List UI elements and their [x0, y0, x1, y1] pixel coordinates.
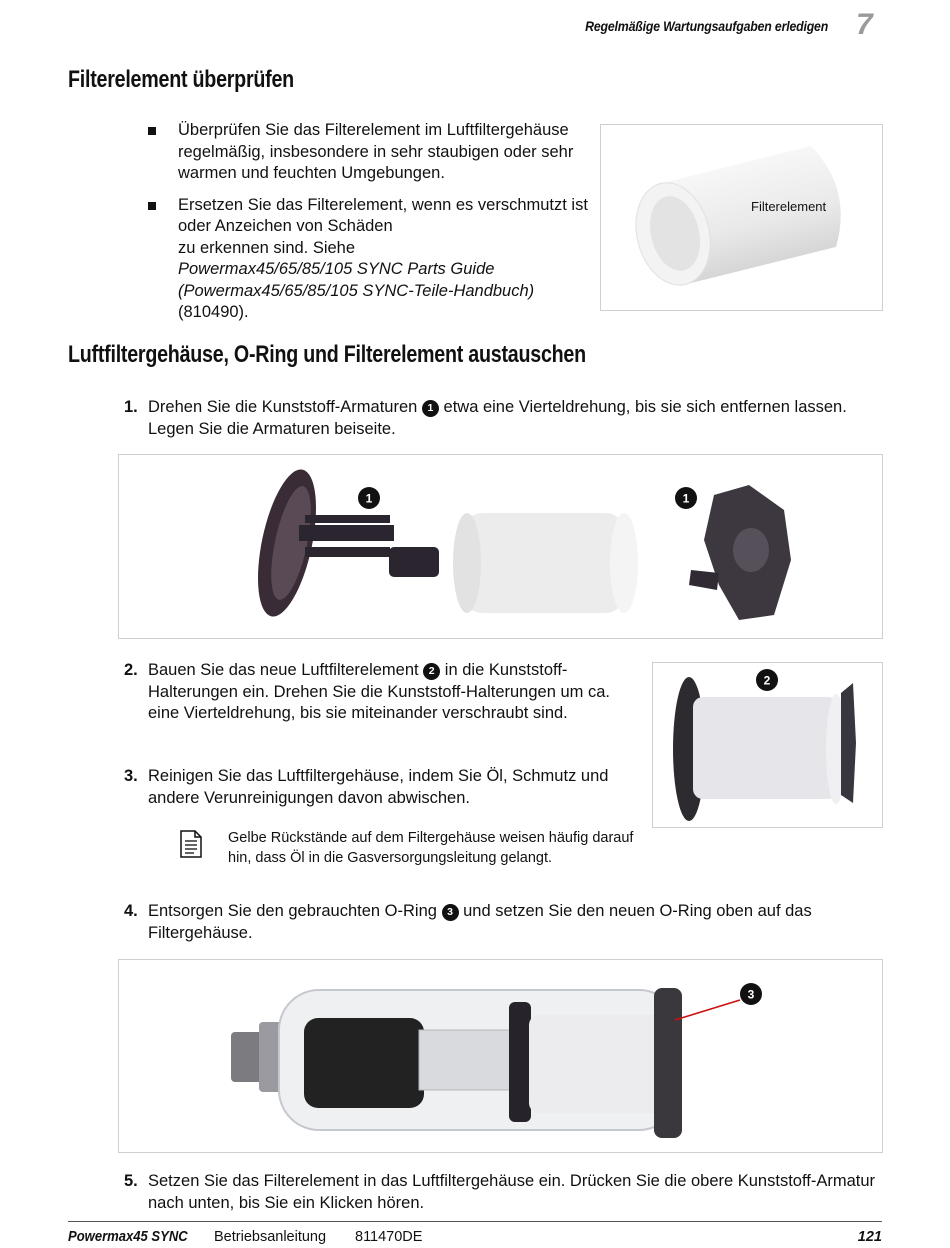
svg-text:2: 2 [763, 673, 771, 688]
svg-text:1: 1 [365, 491, 373, 506]
bullet-list [148, 120, 593, 334]
bullet-text: zu erkennen sind. Siehe [178, 238, 356, 257]
bullet-marker [148, 127, 156, 135]
chapter-number: 7 [856, 8, 873, 41]
step-text: etwa eine Vierteldrehung, bis sie sich entfernen lassen. Legen Sie die Armaturen beiseite. [148, 398, 847, 438]
section-heading-filter-check: Filterelement überprüfen [68, 66, 294, 93]
step-text: in die Kunststoff-Halterungen ein. Drehen Sie die Kunststoff-Halterungen um ca. eine Vierteldrehung, bis sie miteinander verschraubt sind. [148, 661, 610, 722]
callout-2 [756, 669, 778, 691]
step-text: und setzen Sie den neuen O-Ring oben auf das Filtergehäuse. [148, 902, 812, 942]
armatures-image [119, 455, 882, 638]
step-number: 4. [124, 902, 138, 920]
footer-product: Powermax45 SYNC [68, 1229, 188, 1245]
footer-divider [68, 1221, 882, 1222]
step-number: 5. [124, 1172, 138, 1190]
step-2 [124, 660, 624, 725]
part-number: (810490). [178, 303, 249, 321]
svg-text:1: 1 [682, 491, 690, 506]
filter-housing-image [119, 960, 882, 1152]
filter-element-figure [600, 124, 883, 311]
callout-marker: 1 [422, 400, 439, 417]
callout-3 [740, 983, 762, 1005]
step-5 [124, 1171, 884, 1214]
step-number: 1. [124, 398, 138, 416]
svg-text:3: 3 [747, 987, 755, 1002]
bullet-item [148, 195, 593, 324]
footer-doc-number: 811470DE [355, 1229, 423, 1245]
callout-marker: 2 [423, 663, 440, 680]
note-icon [180, 830, 202, 858]
callout-marker: 3 [442, 904, 459, 921]
bullet-text: Überprüfen Sie das Filterelement im Luftfiltergehäuse regelmäßig, insbesondere in sehr staubigen oder sehr warmen und feuchten Umgebungen. [178, 121, 574, 182]
figure-label: Filterelement [751, 199, 827, 214]
assembled-filter-figure [652, 662, 883, 828]
bullet-item [148, 120, 593, 185]
page-number: 121 [857, 1229, 882, 1245]
step-text: Entsorgen Sie den gebrauchten O-Ring [148, 902, 437, 920]
armatures-figure [118, 454, 883, 639]
callout-1-right [675, 487, 697, 509]
step-text: Reinigen Sie das Luftfiltergehäuse, indem Sie Öl, Schmutz und andere Verunreinigungen davon abwischen. [148, 767, 609, 807]
callout-leader-line [675, 1000, 740, 1020]
filter-housing-figure [118, 959, 883, 1153]
step-3 [124, 766, 644, 809]
callout-1-left [358, 487, 380, 509]
step-number: 3. [124, 767, 138, 785]
bullet-marker [148, 202, 156, 210]
footer-doc-type: Betriebsanleitung [214, 1229, 327, 1245]
running-header-title: Regelmäßige Wartungsaufgaben erledigen [585, 18, 828, 34]
bullet-text: Ersetzen Sie das Filterelement, wenn es verschmutzt ist oder Anzeichen von Schäden [178, 195, 588, 235]
step-text: Setzen Sie das Filterelement in das Luftfiltergehäuse ein. Drücken Sie die obere Kunststoff-Armatur nach unten, bis Sie ein Klicken hören. [148, 1172, 875, 1212]
step-number: 2. [124, 661, 138, 679]
parts-guide-reference: Powermax45/65/85/105 SYNC Parts Guide (Powermax45/65/85/105 SYNC-Teile-Handbuch) [178, 260, 535, 300]
step-text: Drehen Sie die Kunststoff-Armaturen [148, 398, 418, 416]
step-text: Bauen Sie das neue Luftfilterelement [148, 661, 419, 679]
filter-element-image [601, 125, 882, 310]
note-text: Gelbe Rückstände auf dem Filtergehäuse weisen häufig darauf hin, dass Öl in die Gasversorgungsleitung gelangt. [228, 830, 634, 866]
section-heading-replace: Luftfiltergehäuse, O-Ring und Filterelement austauschen [68, 341, 586, 368]
step-1 [124, 397, 884, 440]
assembled-filter-image [653, 663, 882, 827]
step-4 [124, 901, 884, 944]
